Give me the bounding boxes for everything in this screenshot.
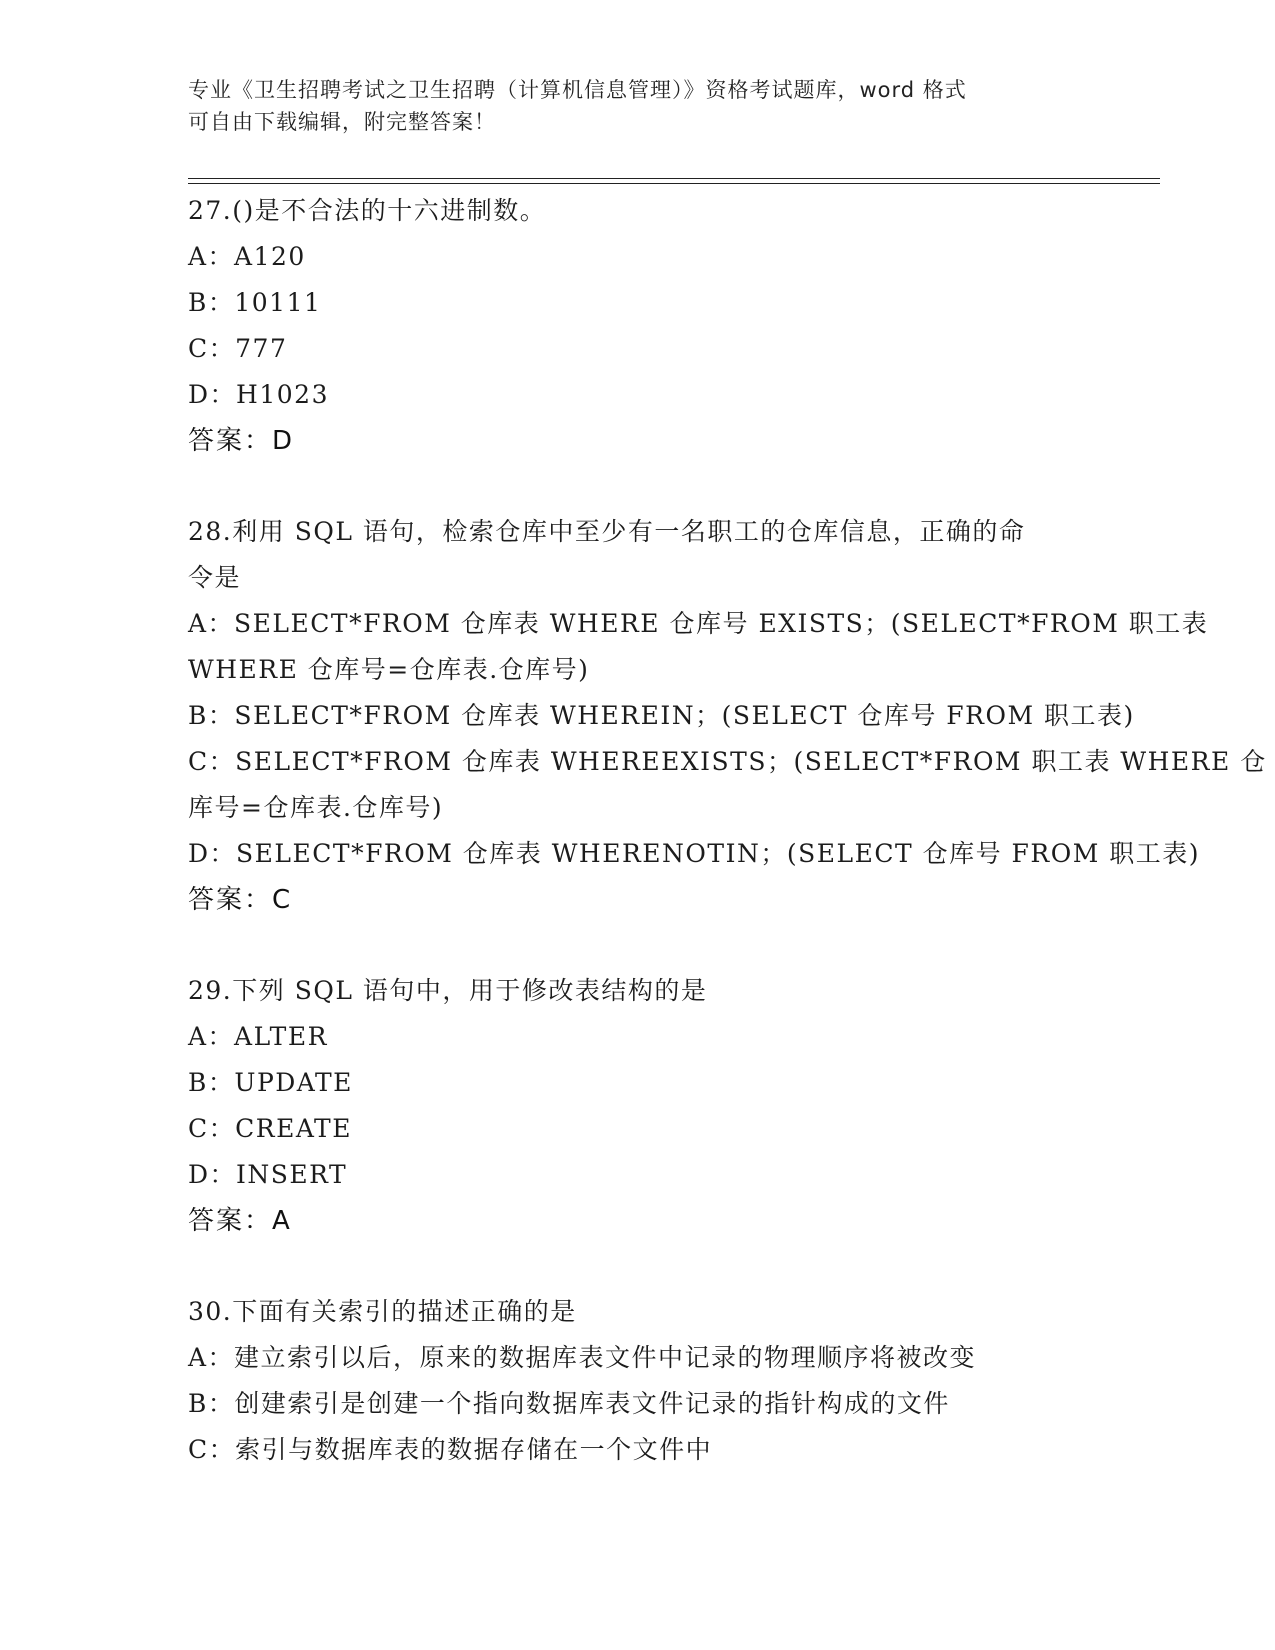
answer-label: 答案： (188, 885, 273, 915)
header-title-line: 专业《卫生招聘考试之卫生招聘（计算机信息管理）》资格考试题库，word 格式 (188, 78, 967, 102)
question-29-option-b: B：UPDATE (188, 1068, 353, 1097)
question-29 (188, 968, 1088, 1244)
question-30-option-c: C：索引与数据库表的数据存储在一个文件中 (188, 1435, 713, 1464)
question-28-option-a: A：SELECT*FROM 仓库表 WHERE 仓库号 EXISTS；(SELECT*FROM 职工表 (188, 609, 1209, 638)
question-27-answer (188, 418, 1088, 464)
question-29-stem: 29.下列 SQL 语句中，用于修改表结构的是 (188, 976, 708, 1005)
question-28-option-a-cont: WHERE 仓库号=仓库表.仓库号) (188, 655, 590, 684)
answer-value: A (272, 1206, 290, 1236)
question-29-option-d: D：INSERT (188, 1160, 348, 1189)
question-29-option-c: C：CREATE (188, 1114, 352, 1143)
document-header (188, 74, 1068, 138)
header-subtitle-line: 可自由下载编辑，附完整答案！ (188, 110, 496, 134)
question-30-stem: 30.下面有关索引的描述正确的是 (188, 1297, 577, 1326)
question-27-option-a: A：A120 (188, 242, 306, 271)
question-28-stem-cont: 令是 (188, 563, 242, 592)
question-27 (188, 188, 1088, 464)
question-30-option-b: B：创建索引是创建一个指向数据库表文件记录的指针构成的文件 (188, 1389, 950, 1418)
question-27-option-b: B：10111 (188, 288, 322, 317)
header-divider-top (188, 178, 1160, 179)
question-28-option-c-cont: 库号=仓库表.仓库号) (188, 793, 444, 822)
question-28 (188, 509, 1267, 923)
answer-value: D (272, 426, 293, 456)
question-30 (188, 1289, 1088, 1473)
question-27-option-d: D：H1023 (188, 380, 329, 409)
answer-label: 答案： (188, 1206, 273, 1236)
question-29-option-a: A：ALTER (188, 1022, 328, 1051)
header-divider-bottom (188, 183, 1160, 184)
question-28-option-b: B：SELECT*FROM 仓库表 WHEREIN；(SELECT 仓库号 FROM 职工表) (188, 701, 1135, 730)
answer-value: C (272, 885, 291, 915)
question-30-option-a: A：建立索引以后，原来的数据库表文件中记录的物理顺序将被改变 (188, 1343, 977, 1372)
question-28-stem: 28.利用 SQL 语句，检索仓库中至少有一名职工的仓库信息，正确的命 (188, 517, 1026, 546)
question-list (188, 188, 1267, 1518)
question-27-option-c: C：777 (188, 334, 288, 363)
question-28-option-c: C：SELECT*FROM 仓库表 WHEREEXISTS；(SELECT*FROM 职工表 WHERE 仓 (188, 747, 1267, 776)
question-28-answer (188, 877, 1088, 923)
question-28-option-d: D：SELECT*FROM 仓库表 WHERENOTIN；(SELECT 仓库号 FROM 职工表) (188, 839, 1200, 868)
question-27-stem: 27.()是不合法的十六进制数。 (188, 196, 547, 225)
question-29-answer (188, 1198, 1088, 1244)
answer-label: 答案： (188, 426, 273, 456)
